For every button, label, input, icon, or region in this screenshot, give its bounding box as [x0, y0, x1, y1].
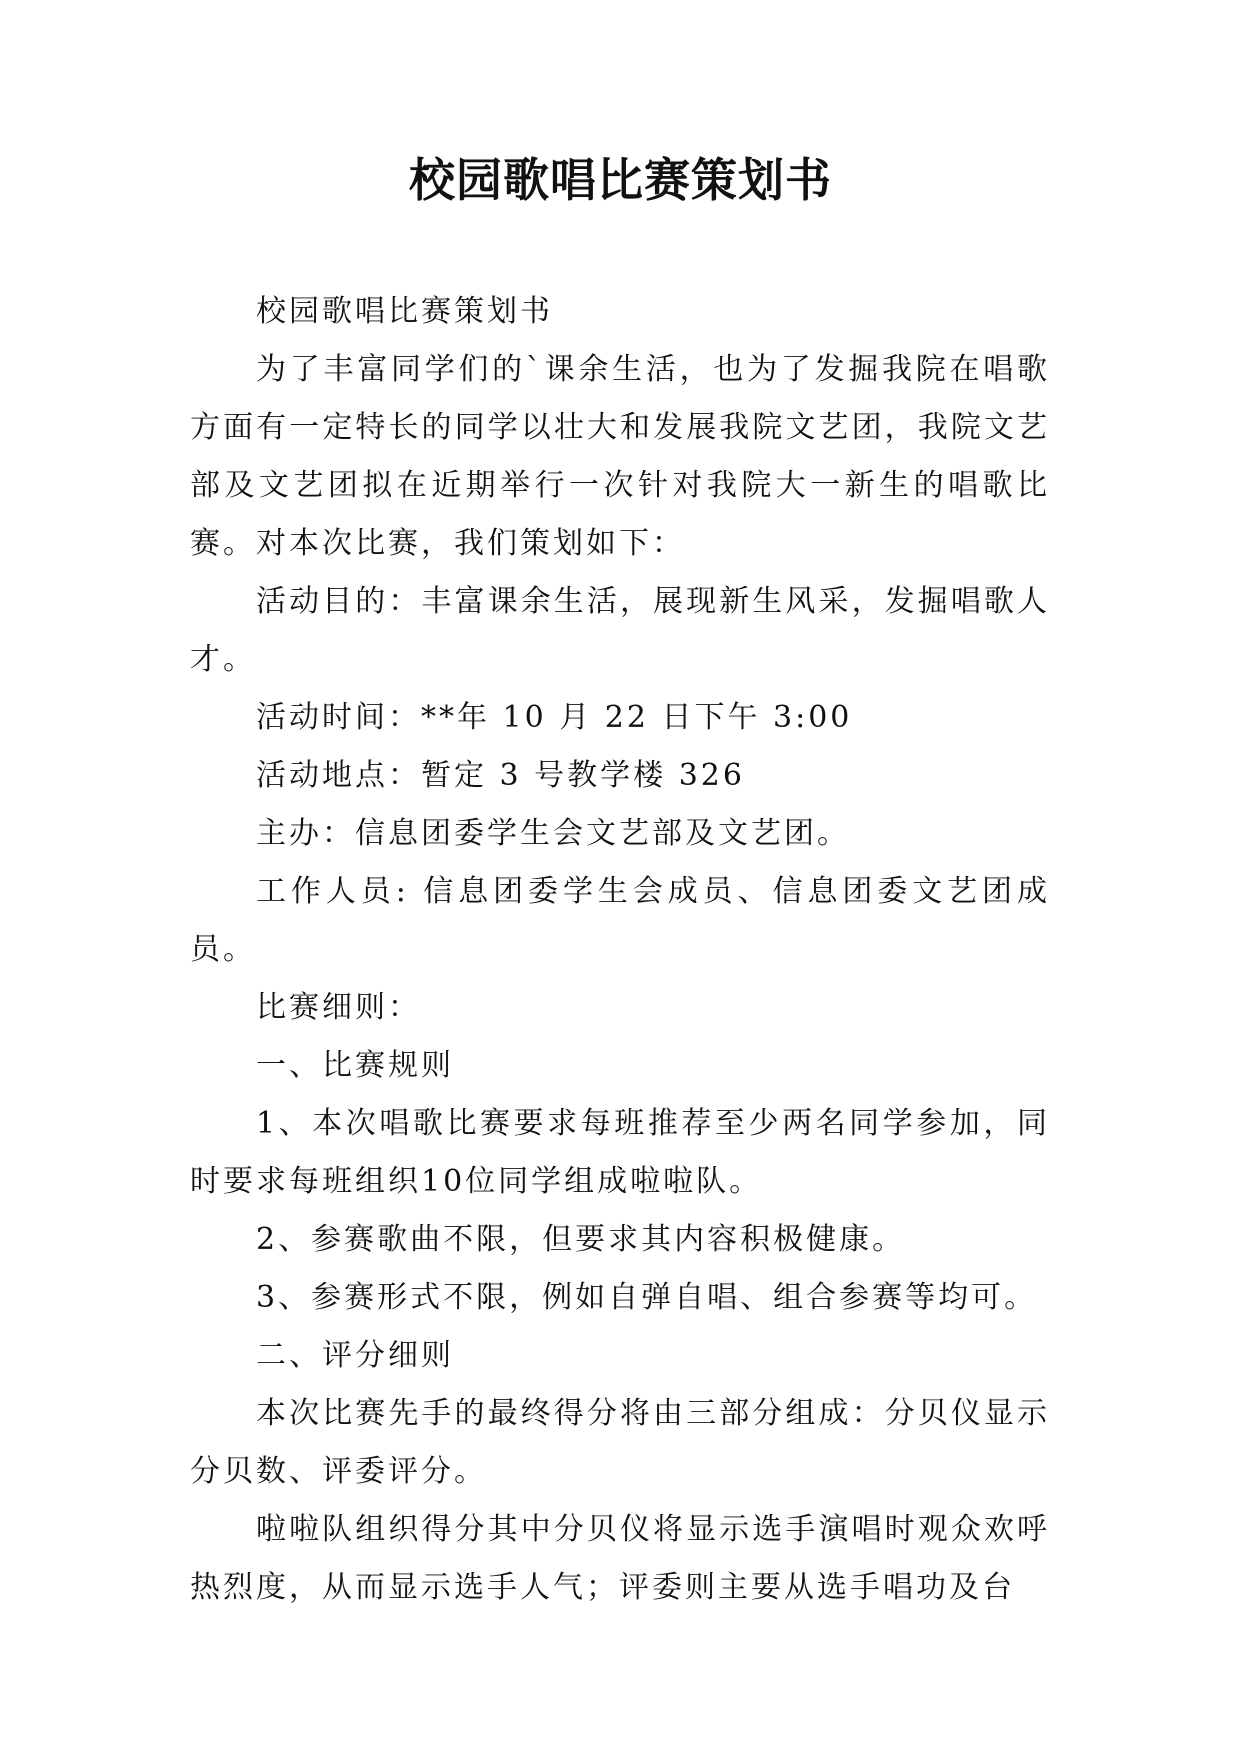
paragraph-scoring-details: 啦啦队组织得分其中分贝仪将显示选手演唱时观众欢呼热烈度，从而显示选手人气；评委则主要从选手唱功及台	[190, 1512, 1050, 1605]
paragraph-purpose: 活动目的：丰富课余生活，展现新生风采，发掘唱歌人才。	[190, 584, 1050, 677]
document-body	[190, 283, 1050, 1617]
paragraph-intro: 为了丰富同学们的`课余生活，也为了发掘我院在唱歌方面有一定特长的同学以壮大和发展我院文艺团，我院文艺部及文艺团拟在近期举行一次针对我院大一新生的唱歌比赛。对本次比赛，我们策划如下：	[190, 352, 1050, 561]
paragraph-heading-repeat: 校园歌唱比赛策划书	[256, 294, 553, 329]
paragraph-time: 活动时间：**年 10 月 22 日下午 3:00	[256, 700, 853, 735]
paragraph-scoring-composition: 本次比赛先手的最终得分将由三部分组成：分贝仪显示分贝数、评委评分。	[190, 1396, 1050, 1489]
rule-item-1: 1、本次唱歌比赛要求每班推荐至少两名同学参加，同时要求每班组织10位同学组成啦啦队。	[190, 1106, 1050, 1199]
paragraph-location: 活动地点：暂定 3 号教学楼 326	[256, 758, 745, 793]
paragraph-organizer: 主办：信息团委学生会文艺部及文艺团。	[256, 816, 850, 851]
section-heading-scoring: 二、评分细则	[256, 1338, 454, 1373]
rule-item-2: 2、参赛歌曲不限，但要求其内容积极健康。	[256, 1222, 906, 1257]
paragraph-staff: 工作人员: 信息团委学生会成员、信息团委文艺团成员。	[190, 874, 1050, 967]
paragraph-rules-heading: 比赛细则：	[256, 990, 421, 1025]
rule-item-3: 3、参赛形式不限，例如自弹自唱、组合参赛等均可。	[256, 1280, 1038, 1315]
section-heading-rules: 一、比赛规则	[256, 1048, 454, 1083]
document-title: 校园歌唱比赛策划书	[409, 153, 832, 207]
